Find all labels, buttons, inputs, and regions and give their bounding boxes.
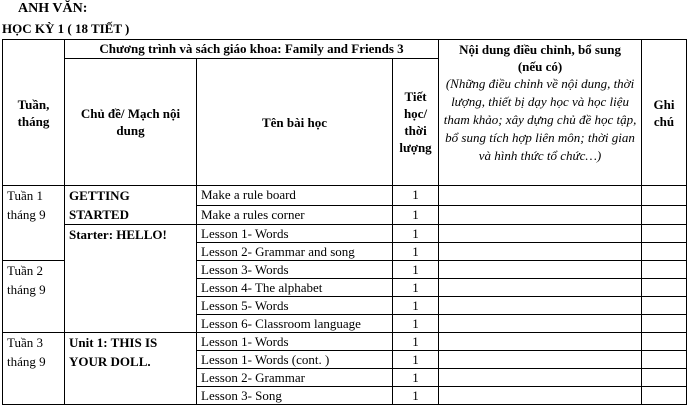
adjustment-cell: [439, 205, 642, 225]
week-cell: Tuần 1 tháng 9: [3, 186, 65, 261]
lesson-name: Lesson 1- Words: [197, 333, 393, 351]
notes-cell: [642, 297, 687, 315]
adjustment-cell: [439, 369, 642, 387]
lesson-name: Make a rules corner: [197, 205, 393, 225]
lesson-name: Lesson 2- Grammar: [197, 369, 393, 387]
topic-cell: GETTING STARTED: [65, 186, 197, 225]
lesson-periods: 1: [393, 205, 439, 225]
lesson-periods: 1: [393, 387, 439, 405]
adjustment-cell: [439, 279, 642, 297]
adjustment-cell: [439, 297, 642, 315]
notes-cell: [642, 387, 687, 405]
adjustment-cell: [439, 351, 642, 369]
adjustment-cell: [439, 243, 642, 261]
lesson-periods: 1: [393, 333, 439, 351]
notes-cell: [642, 351, 687, 369]
col-header-adjustment: [439, 40, 642, 186]
notes-cell: [642, 279, 687, 297]
lesson-name: Lesson 4- The alphabet: [197, 279, 393, 297]
adjustment-title: Nội dung điều chỉnh, bổ sung: [459, 42, 621, 57]
notes-cell: [642, 315, 687, 333]
lesson-name: Lesson 5- Words: [197, 297, 393, 315]
lesson-name: Make a rule board: [197, 186, 393, 206]
notes-cell: [642, 243, 687, 261]
col-header-week: Tuần, tháng: [3, 40, 65, 186]
lesson-name: Lesson 6- Classroom language: [197, 315, 393, 333]
lesson-periods: 1: [393, 297, 439, 315]
adjustment-cell: [439, 186, 642, 206]
topic-cell: Unit 1: THIS IS YOUR DOLL.: [65, 333, 197, 405]
notes-cell: [642, 333, 687, 351]
lesson-name: Lesson 3- Words: [197, 261, 393, 279]
col-header-notes: Ghi chú: [642, 40, 687, 186]
adjustment-cell: [439, 333, 642, 351]
subject-heading: ANH VĂN:: [18, 1, 88, 16]
semester-heading: HỌC KỲ 1 ( 18 TIẾT ): [2, 21, 130, 36]
lesson-periods: 1: [393, 186, 439, 206]
topic-cell: Starter: HELLO!: [65, 225, 197, 333]
col-header-topic: Chủ đề/ Mạch nội dung: [65, 59, 197, 186]
notes-cell: [642, 261, 687, 279]
adjustment-cell: [439, 261, 642, 279]
lesson-periods: 1: [393, 369, 439, 387]
lesson-periods: 1: [393, 351, 439, 369]
col-header-lesson: Tên bài học: [197, 59, 393, 186]
col-header-program: Chương trình và sách giáo khoa: Family and Friends 3: [65, 40, 439, 59]
lesson-name: Lesson 3- Song: [197, 387, 393, 405]
lesson-periods: 1: [393, 315, 439, 333]
adjustment-cell: [439, 315, 642, 333]
lesson-periods: 1: [393, 261, 439, 279]
lesson-name: Lesson 2- Grammar and song: [197, 243, 393, 261]
notes-cell: [642, 225, 687, 243]
lesson-periods: 1: [393, 225, 439, 243]
notes-cell: [642, 205, 687, 225]
week-cell: Tuần 2 tháng 9: [3, 261, 65, 333]
lesson-name: Lesson 1- Words (cont. ): [197, 351, 393, 369]
notes-cell: [642, 369, 687, 387]
notes-cell: [642, 186, 687, 206]
lesson-periods: 1: [393, 279, 439, 297]
adjustment-cell: [439, 387, 642, 405]
adjustment-cell: [439, 225, 642, 243]
adjustment-note: (nếu có): [517, 59, 563, 74]
col-header-periods: Tiết học/ thời lượng: [393, 59, 439, 186]
curriculum-table: [2, 39, 687, 405]
adjustment-description: (Những điều chỉnh về nội dung, thời lượng, thiết bị dạy học và học liệu tham khảo; xây dựng chủ đề học tập, bổ sung tích hợp liên môn; thời gian và hình thức tổ chức…): [443, 76, 637, 163]
lesson-name: Lesson 1- Words: [197, 225, 393, 243]
lesson-periods: 1: [393, 243, 439, 261]
week-cell: Tuần 3 tháng 9: [3, 333, 65, 405]
